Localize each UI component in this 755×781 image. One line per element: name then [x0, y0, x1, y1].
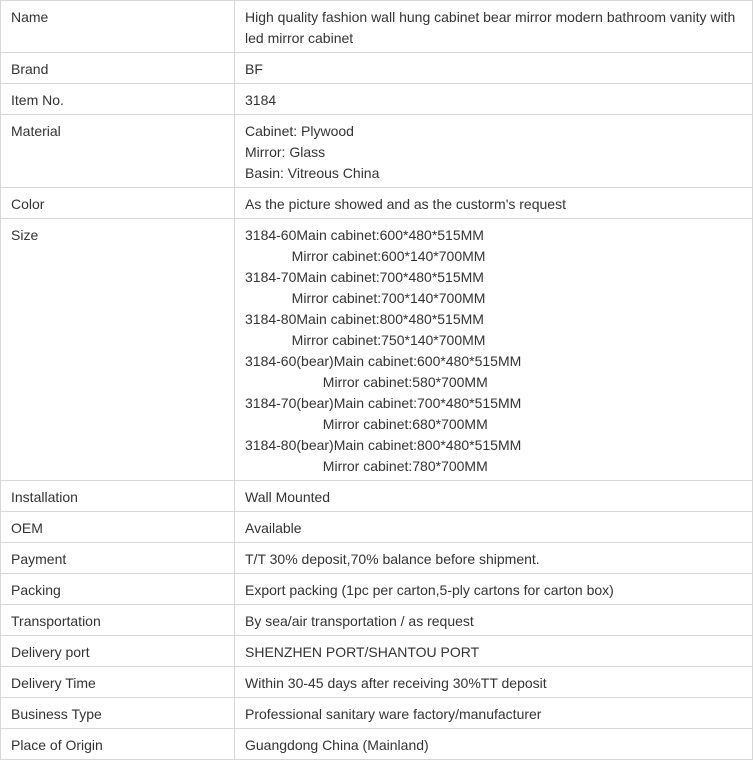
spec-value	[235, 605, 753, 636]
spec-row	[1, 219, 753, 481]
spec-row	[1, 574, 753, 605]
spec-value-line: Basin: Vitreous China	[245, 165, 380, 181]
spec-value	[235, 543, 753, 574]
spec-value	[235, 1, 753, 53]
spec-value-line: Professional sanitary ware factory/manufacturer	[245, 706, 542, 722]
spec-value-line: Cabinet: Plywood	[245, 123, 354, 139]
spec-row	[1, 115, 753, 188]
spec-value	[235, 636, 753, 667]
spec-label: Business Type	[1, 698, 235, 729]
spec-value	[235, 115, 753, 188]
spec-value-line: Within 30-45 days after receiving 30%TT deposit	[245, 675, 547, 691]
spec-label: Color	[1, 188, 235, 219]
spec-value-line: 3184	[245, 92, 277, 108]
spec-label: Place of Origin	[1, 729, 235, 760]
spec-value-line: Wall Mounted	[245, 489, 331, 505]
spec-row	[1, 636, 753, 667]
spec-value-line: 3184-80Main cabinet:800*480*515MM	[245, 311, 484, 327]
spec-value	[235, 512, 753, 543]
spec-value	[235, 667, 753, 698]
spec-label: Material	[1, 115, 235, 188]
spec-value	[235, 53, 753, 84]
spec-value-line: T/T 30% deposit,70% balance before shipment.	[245, 551, 540, 567]
spec-row	[1, 481, 753, 512]
spec-row	[1, 698, 753, 729]
spec-value	[235, 729, 753, 760]
spec-label: OEM	[1, 512, 235, 543]
spec-row	[1, 512, 753, 543]
spec-row	[1, 543, 753, 574]
spec-value-line: Mirror cabinet:680*700MM	[245, 416, 488, 432]
spec-value-line: 3184-70(bear)Main cabinet:700*480*515MM	[245, 395, 522, 411]
spec-value-line: Export packing (1pc per carton,5-ply cartons for carton box)	[245, 582, 614, 598]
spec-label: Installation	[1, 481, 235, 512]
spec-row	[1, 667, 753, 698]
spec-value	[235, 481, 753, 512]
spec-label: Name	[1, 1, 235, 53]
spec-value-line: Mirror cabinet:600*140*700MM	[245, 248, 486, 264]
spec-value	[235, 574, 753, 605]
spec-value-line: 3184-70Main cabinet:700*480*515MM	[245, 269, 484, 285]
spec-value	[235, 188, 753, 219]
spec-value-line: Mirror cabinet:580*700MM	[245, 374, 488, 390]
spec-value-line: As the picture showed and as the custorm's request	[245, 196, 566, 212]
spec-value-line: Mirror: Glass	[245, 144, 326, 160]
spec-label: Delivery Time	[1, 667, 235, 698]
spec-label: Item No.	[1, 84, 235, 115]
spec-value-line: By sea/air transportation / as request	[245, 613, 474, 629]
spec-value-line: 3184-60(bear)Main cabinet:600*480*515MM	[245, 353, 522, 369]
spec-row	[1, 729, 753, 760]
spec-label: Brand	[1, 53, 235, 84]
spec-label: Delivery port	[1, 636, 235, 667]
spec-label: Size	[1, 219, 235, 481]
spec-value-line: 3184-80(bear)Main cabinet:800*480*515MM	[245, 437, 522, 453]
spec-value-line: Mirror cabinet:750*140*700MM	[245, 332, 486, 348]
spec-value-line: led mirror cabinet	[245, 30, 354, 46]
spec-value-line: SHENZHEN PORT/SHANTOU PORT	[245, 644, 480, 660]
spec-value-line: BF	[245, 61, 263, 77]
spec-value	[235, 84, 753, 115]
spec-value-line: 3184-60Main cabinet:600*480*515MM	[245, 227, 484, 243]
spec-value-line: Mirror cabinet:700*140*700MM	[245, 290, 486, 306]
spec-value-line: Available	[245, 520, 302, 536]
spec-value	[235, 698, 753, 729]
spec-row	[1, 188, 753, 219]
spec-value-line: Guangdong China (Mainland)	[245, 737, 429, 753]
spec-label: Payment	[1, 543, 235, 574]
spec-label: Packing	[1, 574, 235, 605]
spec-value-line: Mirror cabinet:780*700MM	[245, 458, 488, 474]
spec-row	[1, 84, 753, 115]
spec-row	[1, 605, 753, 636]
spec-value-line: High quality fashion wall hung cabinet bear mirror modern bathroom vanity with	[245, 9, 736, 25]
spec-table-body	[1, 1, 753, 760]
spec-label: Transportation	[1, 605, 235, 636]
spec-row	[1, 1, 753, 53]
spec-value	[235, 219, 753, 481]
spec-row	[1, 53, 753, 84]
